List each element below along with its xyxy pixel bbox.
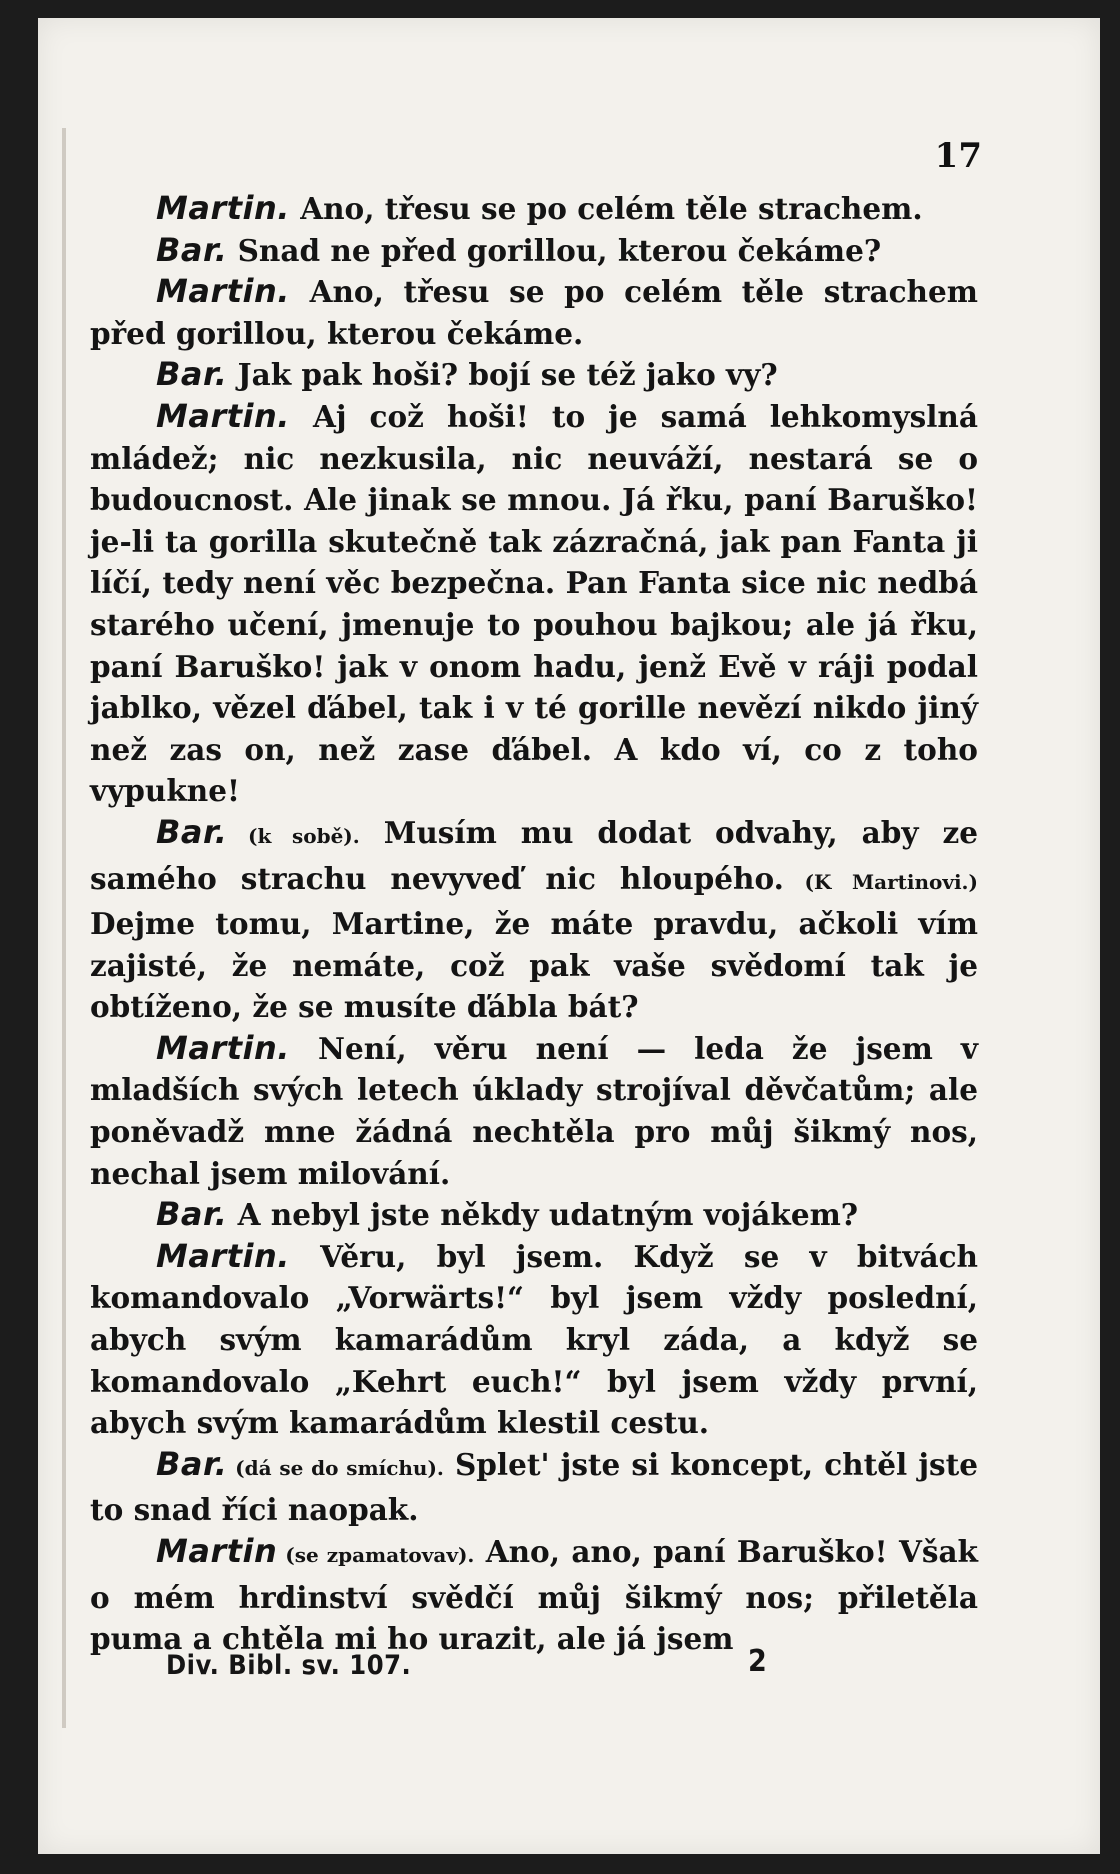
speaker-name: Martin. [156,189,290,227]
signature-number: 2 [748,1644,767,1679]
dialogue-paragraph-11 [90,1531,978,1660]
speaker-name: Martin. [156,1236,290,1275]
speech-text: Splet' jste si koncept, chtěl jste to snad říci naopak. [90,1446,978,1528]
speech-text: Snad ne před gorillou, kterou čekáme? [227,232,882,268]
speech-text: Ano, ano, paní Baruško! Však o mém hrdinství svědčí můj šikmý nos; přiletěla puma a chtěla mi ho urazit, ale já jsem [90,1534,978,1657]
speaker-name: Bar. [156,355,228,394]
stage-direction: (K Martinovi.) [783,869,978,894]
page-number: 17 [934,136,982,176]
dialogue-paragraph-2 [90,230,978,272]
speaker-name: Martin. [156,396,290,435]
speaker-name: Bar. [156,812,228,851]
page-edge-shadow [62,128,66,1728]
stage-direction: (k sobě). [227,823,360,848]
speaker-name: Bar. [156,230,228,269]
speech-text: Aj což hoši! to je samá lehkomyslná mládež; nic nezkusila, nic neuváží, nestará se o budoucnost. Ale jinak se mnou. Já řku, paní Baruško! je-li ta gorilla skutečně tak zázračná, jak pan Fanta ji líčí, tedy není věc bezpečna. Pan Fanta sice nic nedbá starého učení, jmenuje to pouhou bajkou; ale já řku, paní Baruško! jak v onom hadu, jenž Evě v ráji podal jablko, vězel ďábel, tak i v té gorille nevězí nikdo jiný než zas on, než zase ďábel. A kdo ví, co z toho vypukne! [90,398,978,809]
speech-text: Není, věru není — leda že jsem v mladších svých letech úklady strojíval děvčatům; ale poněvadž mne žádná nechtěla pro můj šikmý nos, nechal jsem milování. [90,1030,978,1191]
dialogue-paragraph-3 [90,271,978,354]
speech-text: A nebyl jste někdy udatným vojákem? [227,1197,859,1233]
speech-text: Ano, třesu se po celém těle strachem před gorillou, kterou čekáme. [90,274,978,351]
dialogue-paragraph-9 [90,1236,978,1444]
speech-text: Jak pak hoši? bojí se též jako vy? [227,357,778,393]
speech-text: Ano, třesu se po celém těle strachem. [289,191,923,226]
dialogue-paragraph-1 [90,188,978,230]
dialogue-paragraph-10 [90,1444,978,1531]
dialogue-text [90,188,978,1660]
speaker-name: Bar. [156,1444,228,1483]
speech-text: Věru, byl jsem. Když se v bitvách komandovalo „Vorwärts!“ byl jsem vždy poslední, abych svým kamarádům kryl záda, a když se komandovalo „Kehrt euch!“ byl jsem vždy první, abych svým kamarádům klestil cestu. [90,1238,978,1441]
stage-direction: (dá se do smíchu). [227,1455,444,1480]
speaker-name: Martin [156,1532,278,1570]
speaker-name: Martin. [156,272,290,311]
dialogue-paragraph-8 [90,1194,978,1236]
dialogue-paragraph-5 [90,396,978,812]
book-page [38,18,1100,1854]
page-footer [126,1644,926,1694]
stage-direction: (se zpamatovav). [277,1543,475,1567]
speech-text: Musím mu dodat odvahy, aby ze samého strachu nevyveď nic hloupého. [90,814,978,896]
dialogue-paragraph-7 [90,1028,978,1194]
speaker-name: Bar. [156,1195,228,1234]
speech-text: Dejme tomu, Martine, že máte pravdu, ačkoli vím zajisté, že nemáte, což pak vaše svědomí tak je obtíženo, že se musíte ďábla bát? [90,906,978,1025]
speaker-name: Martin. [156,1028,290,1067]
footer-signature: Div. Bibl. sv. 107. [166,1650,412,1681]
dialogue-paragraph-4 [90,354,978,396]
dialogue-paragraph-6 [90,812,978,1028]
